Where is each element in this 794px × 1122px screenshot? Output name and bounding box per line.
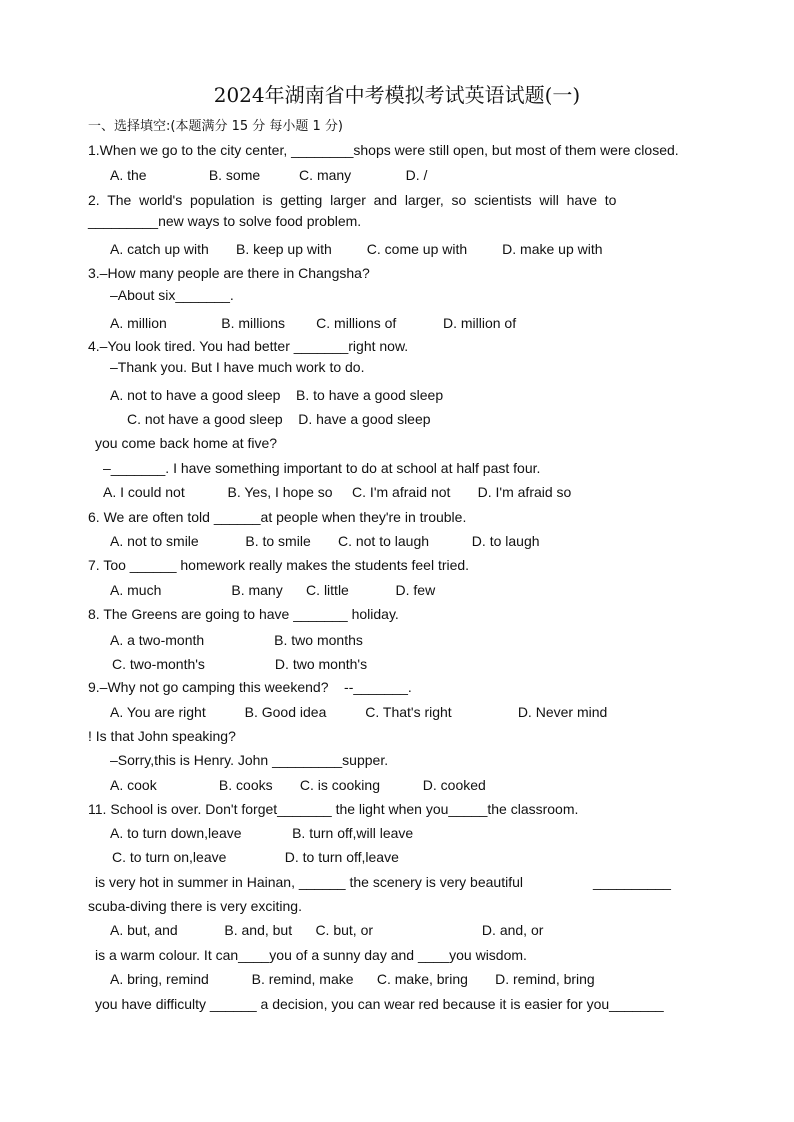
question-line: –About six_______.	[110, 287, 234, 303]
question-line: 4.–You look tired. You had better _______right now.	[88, 338, 409, 354]
question-line: A. You are right B. Good idea C. That's right D. Never mind	[110, 704, 608, 720]
section-heading: 一、选择填空:(本题满分 15 分 每小题 1 分)	[88, 119, 343, 134]
question-line: _________new ways to solve food problem.	[88, 213, 362, 229]
page-title: 2024年湖南省中考模拟考试英语试题(一)	[213, 83, 581, 107]
question-line: 6. We are often told ______at people when they're in trouble.	[88, 509, 467, 525]
question-line: ! Is that John speaking?	[88, 728, 236, 744]
question-line: 9.–Why not go camping this weekend? --_______.	[88, 679, 412, 695]
question-line: 8. The Greens are going to have _______ holiday.	[88, 606, 399, 622]
question-line: 2. The world's population is getting larger and larger, so scientists will have to	[88, 192, 617, 208]
question-line: –Thank you. But I have much work to do.	[110, 359, 365, 375]
question-line: 1.When we go to the city center, ________shops were still open, but most of them were closed.	[88, 142, 679, 158]
question-line: A. the B. some C. many D. /	[110, 167, 428, 183]
question-line: C. two-month's D. two month's	[112, 656, 368, 672]
question-line: C. to turn on,leave D. to turn off,leave	[112, 849, 399, 865]
question-line: A. much B. many C. little D. few	[110, 582, 436, 598]
question-line: A. cook B. cooks C. is cooking D. cooked	[110, 777, 486, 793]
question-line: A. not to have a good sleep B. to have a good sleep	[110, 387, 444, 403]
question-line: A. million B. millions C. millions of D. million of	[110, 315, 517, 331]
question-line: A. bring, remind B. remind, make C. make, bring D. remind, bring	[110, 971, 595, 987]
question-line: you come back home at five?	[95, 435, 278, 451]
question-line: C. not have a good sleep D. have a good sleep	[127, 411, 431, 427]
question-line: is a warm colour. It can____you of a sunny day and ____you wisdom.	[95, 947, 527, 963]
question-line: 3.–How many people are there in Changsha?	[88, 265, 370, 281]
question-line: A. I could not B. Yes, I hope so C. I'm afraid not D. I'm afraid so	[103, 484, 572, 500]
question-line: scuba-diving there is very exciting.	[88, 898, 302, 914]
question-line: –_______. I have something important to do at school at half past four.	[103, 460, 541, 476]
question-line: –Sorry,this is Henry. John _________supper.	[110, 752, 389, 768]
question-line: is very hot in summer in Hainan, ______ the scenery is very beautiful __________	[95, 874, 671, 890]
question-line: A. a two-month B. two months	[110, 632, 363, 648]
question-line: A. to turn down,leave B. turn off,will leave	[110, 825, 414, 841]
question-line: A. but, and B. and, but C. but, or D. and, or	[110, 922, 544, 938]
question-line: 7. Too ______ homework really makes the students feel tried.	[88, 557, 470, 573]
question-line: A. not to smile B. to smile C. not to laugh D. to laugh	[110, 533, 540, 549]
question-line: you have difficulty ______ a decision, you can wear red because it is easier for you_______	[95, 996, 664, 1012]
question-line: A. catch up with B. keep up with C. come up with D. make up with	[110, 241, 603, 257]
question-line: 11. School is over. Don't forget_______ the light when you_____the classroom.	[88, 801, 579, 817]
